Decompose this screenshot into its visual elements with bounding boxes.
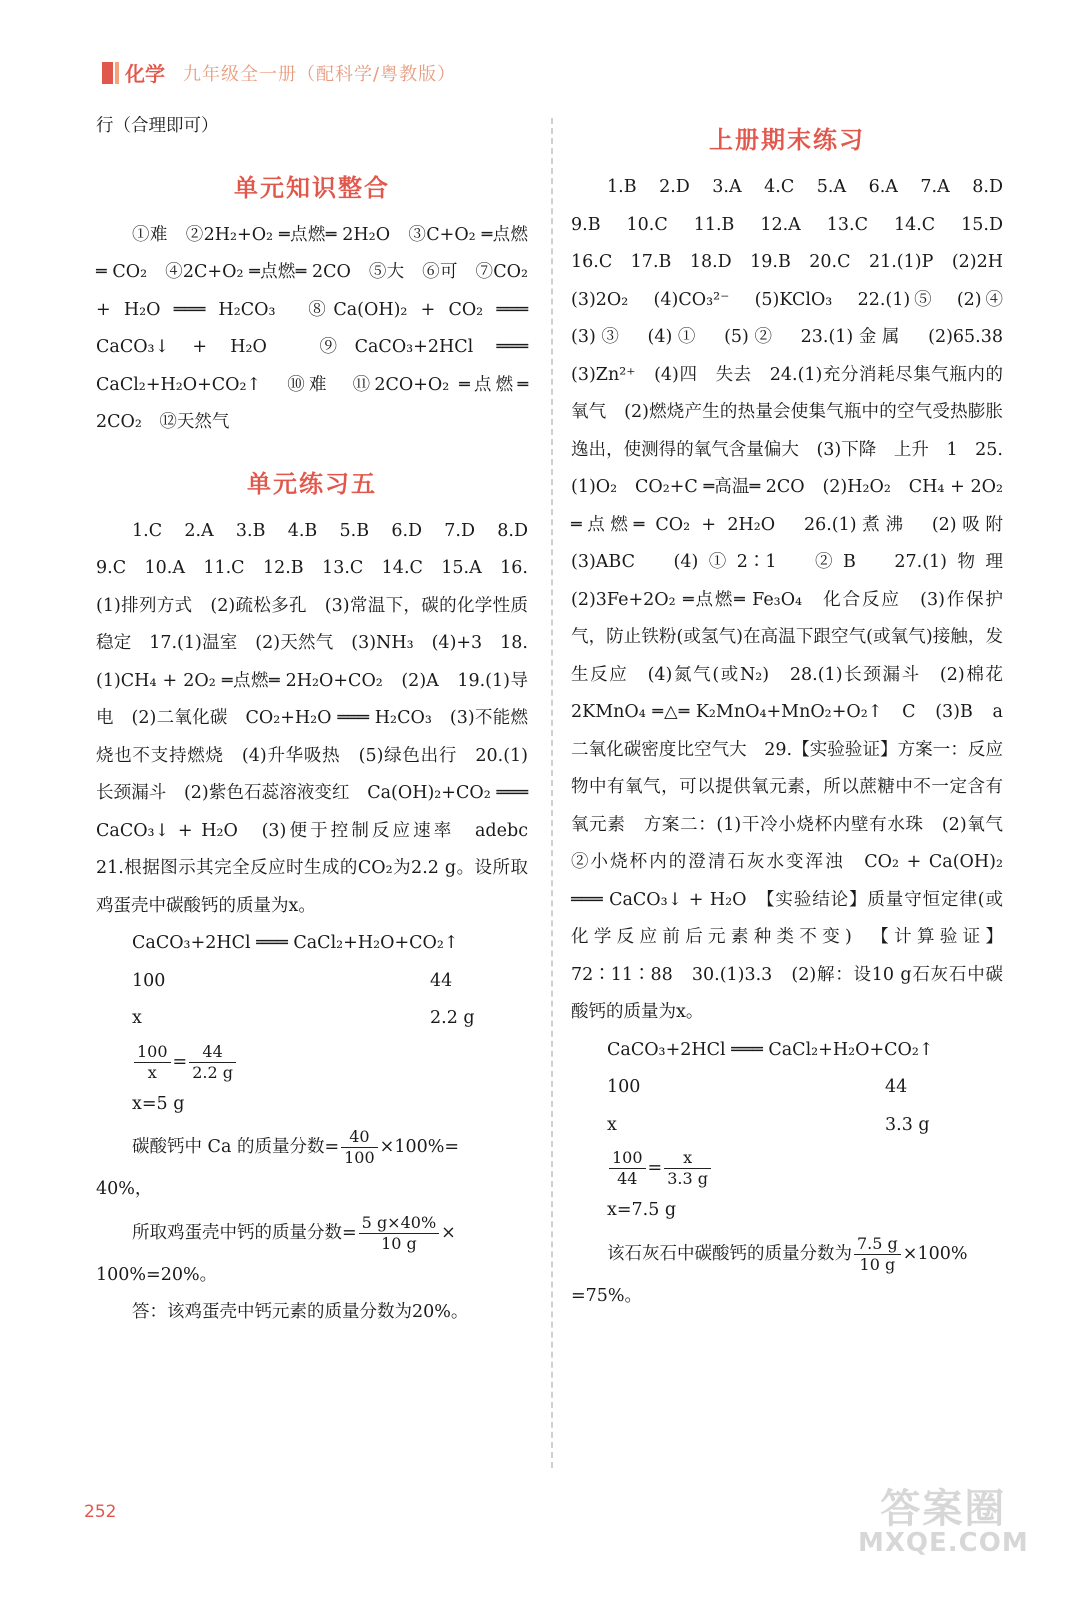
fraction-denominator: 100 <box>344 1148 375 1167</box>
fraction-denominator: 44 <box>617 1169 638 1188</box>
calc-text: 所取鸡蛋壳中钙的质量分数= <box>132 1222 357 1243</box>
unit-exercise-answers: 1.C 2.A 3.B 4.B 5.B 6.D 7.D 8.D 9.C 10.A 11.C 12.B 13.C 14.C 15.A 16.(1)排列方式 (2)疏松多孔 (3)常温下，碳的化学性质稳定 17.(1)温室 (2)天然气 (3)NH₃ (4)+3 18.(1)CH₄ + 2O₂ ═点燃═ 2H₂O+CO₂ (2)A 19.(1)导电 (2)二氧化碳 CO₂+H₂O ═══ H₂CO₃ (3)不能燃烧也不支持燃烧 (4)升华吸热 (5)绿色出行 20.(1)长颈漏斗 (2)紫色石蕊溶液变红 Ca(OH)₂+CO₂ ═══ CaCO₃↓ + H₂O (3)便于控制反应速率 adebc 21.根据图示其完全反应时生成的CO₂为2.2 g。设所取鸡蛋壳中碳酸钙的质量为x。 <box>96 520 546 916</box>
unit-summary-answers: ①难 ②2H₂+O₂ ═点燃═ 2H₂O ③C+O₂ ═点燃═ CO₂ ④2C+O₂ ═点燃═ 2CO ⑤大 ⑥可 ⑦CO₂ + H₂O ═══ H₂CO₃ ⑧Ca(OH)₂ + CO₂ ═══ CaCO₃↓ + H₂O ⑨CaCO₃+2HCl ═══ CaCl₂+H₂O+CO₂↑ ⑩难 ⑪2CO+O₂ ═点燃═ 2CO₂ ⑫天然气 <box>96 224 528 432</box>
fraction-denominator: x <box>147 1062 157 1082</box>
solution-result: x=5 g <box>132 1093 185 1114</box>
fraction-denominator: 10 g <box>859 1254 896 1274</box>
fraction-numerator: x <box>664 1148 711 1169</box>
ratio-row-unknown <box>571 1107 1003 1145</box>
calc-text: 该石灰石中碳酸钙的质量分数为 <box>607 1243 852 1264</box>
section-title-unit-exercise-5: 单元练习五 <box>247 469 377 498</box>
watermark-text: 答案圈 <box>880 1486 1007 1532</box>
section-title-final-exercise: 上册期末练习 <box>709 126 865 154</box>
ratio-cell: 2.2 g <box>430 1008 475 1028</box>
fraction <box>664 1148 711 1189</box>
ratio-row-unknown <box>96 1000 528 1038</box>
final-exercise-answers: 1.B 2.D 3.A 4.C 5.A 6.A 7.A 8.D 9.B 10.C 11.B 12.A 13.C 14.C 15.D 16.C 17.B 18.D 19.B 20.C 21.(1)P (2)2H (3)2O₂ (4)CO₃²⁻ (5)KClO₃ 22.(1)⑤ (2)④ (3)③ (4)① (5)② 23.(1)金属 (2)65.38 (3)Zn²⁺ (4)四 失去 24.(1)充分消耗尽集气瓶内的氧气 (2)燃烧产生的热量会使集气瓶中的空气受热膨胀逸出，使测得的氧气含量偏大 (3)下降 上升 1 25.(1)O₂ CO₂+C ═高温═ 2CO (2)H₂O₂ CH₄ + 2O₂ ═点燃═ CO₂ + 2H₂O 26.(1)煮沸 (2)吸附 (3)ABC (4)①2∶1 ②B 27.(1)物理 (2)3Fe+2O₂ ═点燃═ Fe₃O₄ 化合反应 (3)作保护气，防止铁粉(或氢气)在高温下跟空气(或氧气)接触，发生反应 (4)氮气(或N₂) 28.(1)长颈漏斗 (2)棉花 2KMnO₄ ═△═ K₂MnO₄+MnO₂+O₂↑ C (3)B a 二氧化碳密度比空气大 29.【实验验证】方案一：反应物中有氧气，可以提供氧元素，所以蔗糖中不一定含有氧元素 方案二：(1)干冷小烧杯内壁有水珠 (2)氧气 ②小烧杯内的澄清石灰水变浑浊 CO₂ + Ca(OH)₂ ═══ CaCO₃↓ + H₂O 【实验结论】质量守恒定律(或化学反应前后元素种类不变) 【计算验证】72∶11∶88 30.(1)3.3 (2)解：设10 g石灰石中碳酸钙的质量为x。 <box>571 177 1021 1022</box>
proportion-equation: $\frac{100}{x}$ = $\frac{44}{2.2 g}$ <box>96 1038 528 1086</box>
column-divider <box>551 118 553 1468</box>
calc-text: ×100%= <box>379 1137 460 1157</box>
fraction-numerator: 100 <box>609 1148 646 1169</box>
header-accent-bar-light <box>115 62 119 84</box>
fraction-numerator: 100 <box>134 1042 171 1063</box>
ratio-row-mass <box>571 1069 1003 1107</box>
ratio-cell: 3.3 g <box>885 1114 930 1135</box>
ratio-row-mass <box>96 963 528 1001</box>
continued-text: 行（合理即可） <box>96 116 219 136</box>
calc-text: 碳酸钙中 Ca 的质量分数= <box>132 1137 340 1157</box>
ratio-cell: 44 <box>430 970 453 991</box>
fraction-numerator: 40 <box>341 1127 378 1148</box>
limestone-fraction-line <box>571 1230 1003 1278</box>
fraction <box>609 1148 646 1189</box>
calcium-fraction-result: 40%， <box>96 1179 153 1199</box>
fraction-denominator: 3.3 g <box>667 1169 708 1188</box>
fraction-denominator: 10 g <box>381 1233 417 1253</box>
solution-result: x=7.5 g <box>607 1200 677 1220</box>
ratio-cell: 44 <box>885 1077 908 1097</box>
eggshell-calcium-result: 100%=20%。 <box>96 1264 218 1285</box>
ratio-cell: x <box>132 1008 142 1028</box>
ratio-cell: x <box>607 1114 617 1135</box>
watermark-url: MXQE.COM <box>858 1528 1029 1558</box>
fraction-numerator: 7.5 g <box>854 1234 901 1255</box>
proportion-equation: $\frac{100}{44}$ = $\frac{x}{3.3 g}$ <box>571 1144 1003 1192</box>
calc-text: × <box>441 1222 456 1243</box>
header-book-title: 九年级全一册（配科学/粤教版） <box>183 63 457 85</box>
header-accent-bar <box>102 62 113 84</box>
final-answer: 答：该鸡蛋壳中钙元素的质量分数为20%。 <box>132 1302 469 1322</box>
calc-text: ×100% <box>902 1243 968 1264</box>
fraction <box>341 1127 378 1168</box>
fraction-denominator: 2.2 g <box>192 1062 233 1082</box>
watermark-logo <box>858 1488 1029 1556</box>
reaction-equation: CaCO₃+2HCl ═══ CaCl₂+H₂O+CO₂↑ <box>132 933 459 953</box>
fraction-numerator: 5 g×40% <box>359 1213 439 1234</box>
fraction-numerator: 44 <box>189 1042 236 1063</box>
left-column <box>96 108 546 1332</box>
section-title-unit-summary: 单元知识整合 <box>234 173 390 202</box>
limestone-fraction-result: =75%。 <box>571 1285 643 1306</box>
page-number: 252 <box>84 1502 117 1522</box>
reaction-equation: CaCO₃+2HCl ═══ CaCl₂+H₂O+CO₂↑ <box>607 1039 934 1060</box>
fraction <box>359 1213 439 1254</box>
ratio-cell: 100 <box>132 970 166 991</box>
ratio-cell: 100 <box>607 1077 641 1097</box>
header-subject: 化学 <box>125 62 165 86</box>
page-header <box>102 58 456 87</box>
right-column <box>571 108 1021 1315</box>
eggshell-calcium-line <box>96 1209 528 1257</box>
fraction <box>134 1042 171 1083</box>
fraction <box>189 1042 236 1083</box>
fraction <box>854 1234 901 1275</box>
calcium-fraction-line <box>96 1123 528 1171</box>
